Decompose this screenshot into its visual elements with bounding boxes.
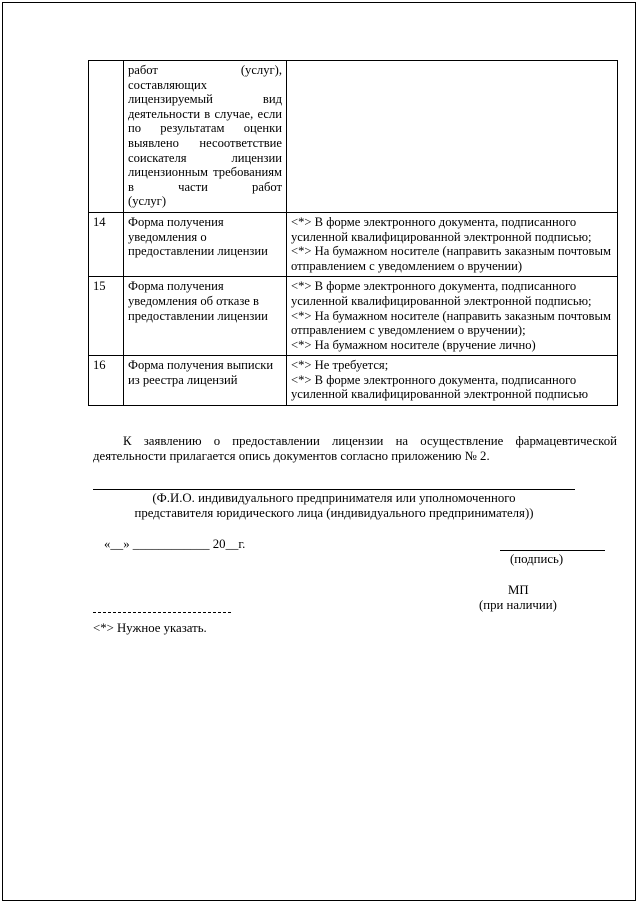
footnote-text: <*> Нужное указать. [93,621,207,635]
name-caption-line: (Ф.И.О. индивидуального предпринимателя или уполномоченного [152,491,516,505]
label-line: требованиям в части работ [128,165,282,194]
label-line: лицензионным [128,165,209,180]
table-row-continuation [89,61,618,213]
attachment-note: К заявлению о предоставлении лицензии на осуществление фармацевтической деятельности прилагается опись документов согласно приложению № 2. [93,434,617,463]
option-line: <*> На бумажном носителе (направить заказным почтовым отправлением с уведомлением о вручении) [291,244,611,273]
row-value-cell [287,61,618,213]
row-value-cell [287,277,618,356]
option-line: <*> В форме электронного документа, подписанного усиленной квалифицированной электронной подписью; [291,214,592,244]
option-line: <*> На бумажном носителе (вручение лично) [291,337,536,352]
option-line: <*> Не требуется; [291,358,389,373]
table-row-16 [89,356,618,406]
date-field: «__» ____________ 20__г. [104,537,246,551]
row-label-cell [124,61,287,213]
row-value-cell [287,356,618,406]
label-line: составляющих [128,77,208,92]
stamp-label: МП [508,583,529,597]
row-number-cell [89,61,124,213]
application-form-table [88,60,618,406]
name-caption-line: представителя юридического лица (индивидуального предпринимателя)) [134,506,534,520]
label-line: работ (услуг), [128,63,282,77]
row-label-cell: Форма получения выписки из реестра лицензий [124,356,287,406]
row-value-cell [287,212,618,276]
label-line: по результатам оценки [128,121,282,136]
row-number-cell: 14 [89,212,124,276]
label-line: лицензируемый вид [128,92,282,107]
row-label-cell: Форма получения уведомления о предоставлении лицензии [124,212,287,276]
label-line: выявлено несоответствие [128,135,282,150]
option-line: <*> В форме электронного документа, подписанного усиленной квалифицированной электронной подписью; [291,279,592,308]
label-line: соискателя лицензии [128,150,282,165]
signature-line [500,550,605,551]
label-line: (услуг) [128,194,167,209]
row-number-cell: 15 [89,277,124,356]
row-label-cell: Форма получения уведомления об отказе в предоставлении лицензии [124,277,287,356]
signature-label: (подпись) [510,552,564,566]
footnote-separator [93,612,231,613]
name-caption [93,491,575,521]
table-row-14 [89,212,618,276]
option-line: <*> В форме электронного документа, подписанного усиленной квалифицированной электронной подписью [291,372,589,402]
option-line: <*> На бумажном носителе (направить заказным почтовым отправлением с уведомлением о вручении); [291,308,611,338]
name-signature-line [93,489,575,490]
table-row-15 [89,277,618,356]
label-line: деятельности в случае, если [128,106,282,121]
stamp-note: (при наличии) [479,598,557,612]
row-number-cell: 16 [89,356,124,406]
